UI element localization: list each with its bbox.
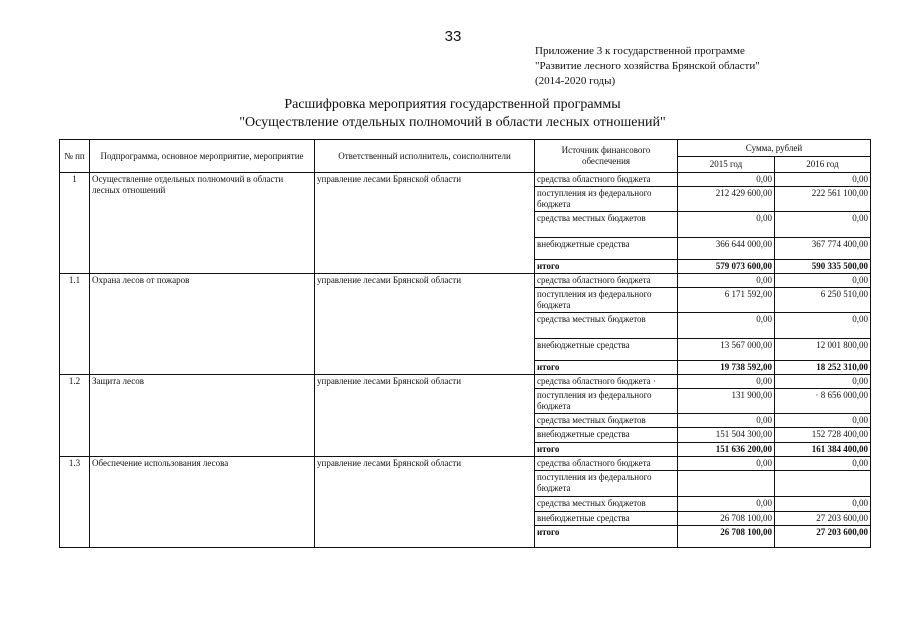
sum-2015: 0,00	[678, 414, 775, 428]
executor: управление лесами Брянской области	[315, 375, 535, 457]
funding-source: внебюджетные средства	[535, 238, 678, 260]
sum-2016: 161 384 400,00	[775, 443, 871, 457]
funding-source: поступления из федерального бюджета	[535, 288, 678, 313]
sum-2016: 0,00	[775, 173, 871, 187]
row-number: 1.3	[60, 457, 90, 548]
header-name: Подпрограмма, основное мероприятие, мероприятие	[90, 140, 315, 173]
table-row	[60, 173, 871, 187]
appendix-line-1: Приложение 3 к государственной программе	[535, 45, 745, 57]
funding-source: внебюджетные средства	[535, 428, 678, 443]
header-executor: Ответственный исполнитель, соисполнители	[315, 140, 535, 173]
sum-2015: 366 644 000,00	[678, 238, 775, 260]
sum-2015: 212 429 600,00	[678, 187, 775, 212]
sum-2015: 13 567 000,00	[678, 339, 775, 361]
funding-source: поступления из федерального бюджета	[535, 389, 678, 414]
funding-source: средства местных бюджетов	[535, 497, 678, 512]
appendix-note	[535, 44, 760, 89]
funding-source: поступления из федерального бюджета	[535, 187, 678, 212]
sum-2016: 18 252 310,00	[775, 361, 871, 375]
sum-2016: 6 250 510,00	[775, 288, 871, 313]
funding-source: средства местных бюджетов	[535, 313, 678, 339]
sum-2015: 151 636 200,00	[678, 443, 775, 457]
funding-source: итого	[535, 260, 678, 274]
sum-2016	[775, 471, 871, 497]
sum-2016: 0,00	[775, 457, 871, 471]
executor: управление лесами Брянской области	[315, 173, 535, 274]
sum-2015	[678, 471, 775, 497]
sum-2015: 6 171 592,00	[678, 288, 775, 313]
event-name: Осуществление отдельных полномочий в области лесных отношений	[90, 173, 315, 274]
header-2015: 2015 год	[678, 157, 775, 173]
event-name: Защита лесов	[90, 375, 315, 457]
sum-2016: 152 728 400,00	[775, 428, 871, 443]
funding-source: средства местных бюджетов	[535, 414, 678, 428]
funding-source: внебюджетные средства	[535, 339, 678, 361]
sum-2016: 27 203 600,00	[775, 526, 871, 548]
document-title	[0, 96, 905, 132]
sum-2016: 590 335 500,00	[775, 260, 871, 274]
sum-2016: 0,00	[775, 313, 871, 339]
sum-2015: 0,00	[678, 457, 775, 471]
sum-2015: 579 073 600,00	[678, 260, 775, 274]
sum-2016: · 8 656 000,00	[775, 389, 871, 414]
appendix-line-3: (2014-2020 годы)	[535, 75, 616, 87]
sum-2016: 222 561 100,00	[775, 187, 871, 212]
sum-2016: 0,00	[775, 212, 871, 238]
funding-source: внебюджетные средства	[535, 512, 678, 526]
sum-2016: 0,00	[775, 375, 871, 389]
funding-source: средства областного бюджета ·	[535, 375, 678, 389]
funding-source: средства областного бюджета	[535, 274, 678, 288]
sum-2015: 0,00	[678, 274, 775, 288]
header-sum: Сумма, рублей	[678, 140, 871, 157]
funding-source: средства областного бюджета	[535, 173, 678, 187]
funding-source: итого	[535, 361, 678, 375]
header-2016: 2016 год	[775, 157, 871, 173]
row-number: 1.1	[60, 274, 90, 375]
event-name: Обеспечение использования лесова	[90, 457, 315, 548]
executor: управление лесами Брянской области	[315, 274, 535, 375]
executor: управление лесами Брянской области	[315, 457, 535, 548]
sum-2015: 26 708 100,00	[678, 526, 775, 548]
sum-2015: 0,00	[678, 375, 775, 389]
sum-2015: 0,00	[678, 313, 775, 339]
financing-table	[59, 139, 871, 548]
title-line-1: Расшифровка мероприятия государственной программы	[284, 97, 621, 112]
sum-2016: 0,00	[775, 414, 871, 428]
header-source: Источник финансового обеспечения	[535, 140, 678, 173]
sum-2016: 0,00	[775, 274, 871, 288]
sum-2016: 0,00	[775, 497, 871, 512]
funding-source: средства областного бюджета	[535, 457, 678, 471]
table-row	[60, 375, 871, 389]
page-number: 33	[444, 28, 462, 45]
sum-2016: 27 203 600,00	[775, 512, 871, 526]
funding-source: поступления из федерального бюджета	[535, 471, 678, 497]
event-name: Охрана лесов от пожаров	[90, 274, 315, 375]
sum-2015: 131 900,00	[678, 389, 775, 414]
sum-2015: 0,00	[678, 173, 775, 187]
table-body	[60, 173, 871, 548]
funding-source: итого	[535, 526, 678, 548]
table-row	[60, 274, 871, 288]
sum-2015: 0,00	[678, 212, 775, 238]
sum-2016: 367 774 400,00	[775, 238, 871, 260]
row-number: 1	[60, 173, 90, 274]
appendix-line-2: "Развитие лесного хозяйства Брянской области"	[535, 60, 760, 72]
funding-source: средства местных бюджетов	[535, 212, 678, 238]
sum-2016: 12 001 800,00	[775, 339, 871, 361]
title-line-2: "Осуществление отдельных полномочий в области лесных отношений"	[239, 115, 666, 130]
sum-2015: 26 708 100,00	[678, 512, 775, 526]
sum-2015: 19 738 592,00	[678, 361, 775, 375]
header-num: № пп	[60, 140, 90, 173]
table-row	[60, 457, 871, 471]
sum-2015: 0,00	[678, 497, 775, 512]
sum-2015: 151 504 300,00	[678, 428, 775, 443]
funding-source: итого	[535, 443, 678, 457]
row-number: 1.2	[60, 375, 90, 457]
